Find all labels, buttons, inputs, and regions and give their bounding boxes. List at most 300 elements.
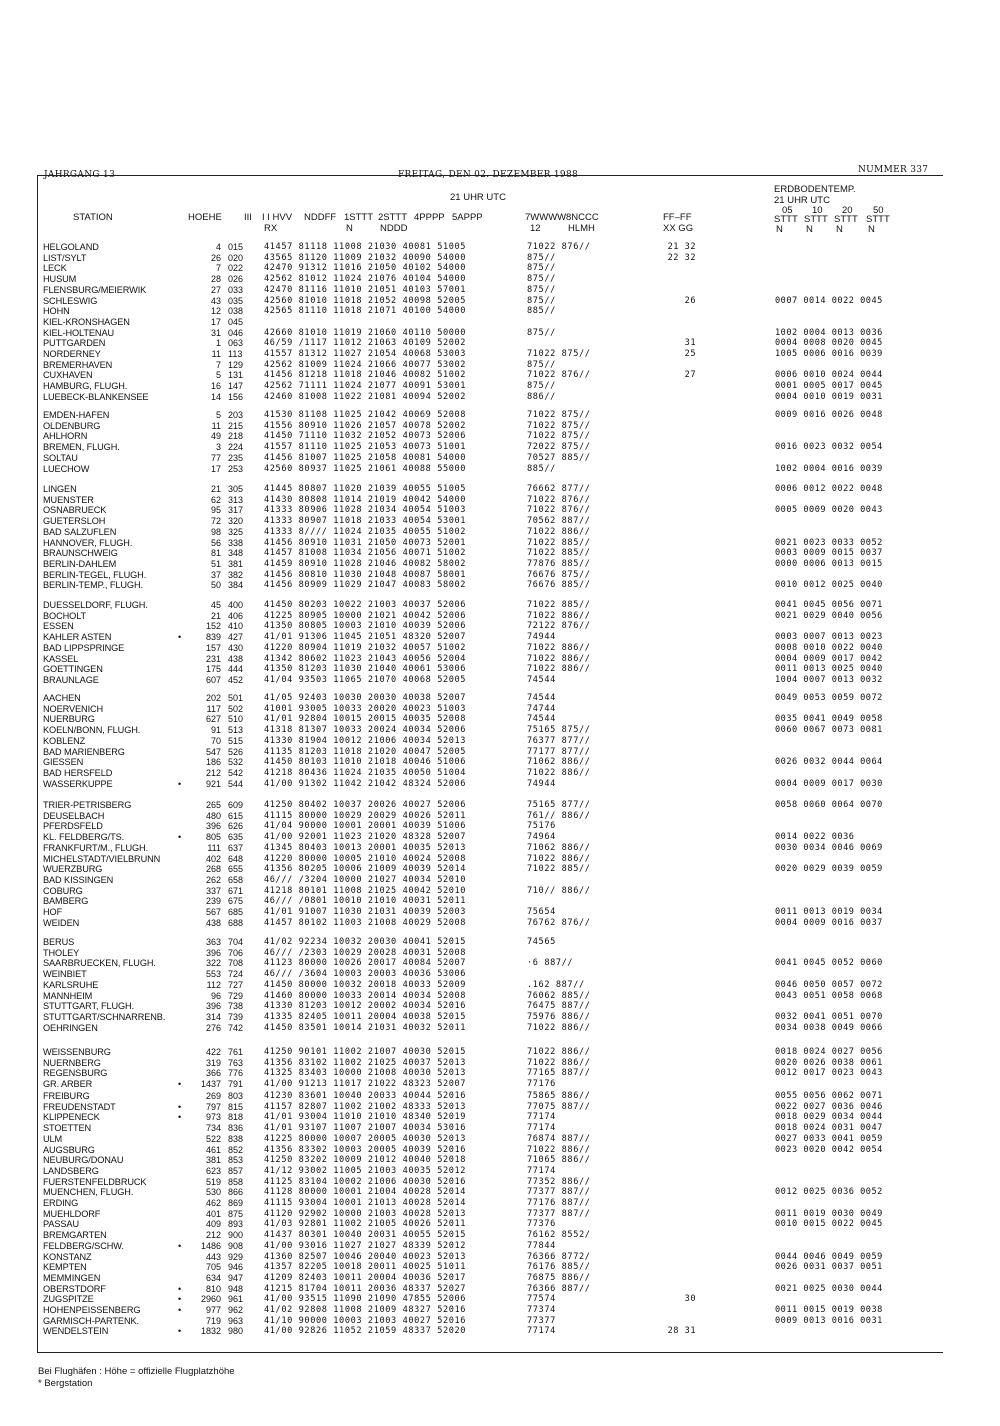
soil-temperatures: 0018 0024 0031 0047 bbox=[775, 1123, 883, 1134]
synop-groups: 42660 81010 11019 21060 40110 50000 bbox=[264, 327, 467, 338]
weather-cloud-groups: 710// 886// bbox=[527, 885, 591, 896]
station-name: MUENCHEN, FLUGH. bbox=[43, 1187, 134, 1198]
station-height: 381 bbox=[205, 1155, 221, 1166]
wind-gust-groups: 26 bbox=[684, 295, 696, 306]
soil-temperatures: 0004 0009 0017 0042 bbox=[775, 653, 883, 664]
station-name: HOHN bbox=[43, 306, 70, 317]
station-name: MUENSTER bbox=[43, 494, 94, 505]
table-row bbox=[0, 918, 1000, 929]
station-height: 17 bbox=[210, 316, 221, 327]
station-name: PASSAU bbox=[43, 1219, 79, 1230]
station-name: LIST/SYLT bbox=[43, 252, 87, 263]
synop-groups: 41123 80000 10026 20017 40084 52007 bbox=[264, 958, 467, 969]
station-name: NUERNBERG bbox=[43, 1057, 101, 1068]
station-height: 607 bbox=[205, 674, 221, 685]
station-name: KAHLER ASTEN bbox=[43, 632, 112, 643]
station-height: 1 bbox=[215, 338, 221, 349]
station-id: 671 bbox=[228, 885, 244, 896]
table-row bbox=[0, 980, 1000, 991]
table-row bbox=[0, 991, 1000, 1002]
erd-depth-50: 50 bbox=[873, 205, 884, 216]
station-name: BRAUNSCHWEIG bbox=[43, 548, 118, 559]
volume-label: JAHRGANG 13 bbox=[44, 170, 116, 180]
footnote-mountain: * Bergstation bbox=[38, 1378, 93, 1389]
station-height: 117 bbox=[206, 703, 221, 714]
soil-temperatures: 0012 0025 0036 0052 bbox=[775, 1187, 883, 1198]
station-id: 502 bbox=[228, 703, 244, 714]
weather-cloud-groups: 71022 886// bbox=[527, 1057, 591, 1068]
mountain-marker: • bbox=[178, 1112, 182, 1123]
station-height: 62 bbox=[210, 494, 221, 505]
weather-cloud-groups: 77174 bbox=[527, 1165, 556, 1176]
station-height: 231 bbox=[205, 653, 221, 664]
station-id: 866 bbox=[228, 1187, 244, 1198]
station-id: 427 bbox=[228, 632, 244, 643]
soil-temperatures: 0020 0029 0039 0059 bbox=[775, 864, 883, 875]
station-id: 038 bbox=[228, 306, 244, 317]
station-height: 262 bbox=[205, 874, 221, 885]
weather-cloud-groups: 71022 875// bbox=[527, 349, 591, 359]
station-height: 443 bbox=[205, 1251, 221, 1262]
wind-gust-groups: 27 bbox=[684, 370, 696, 381]
table-row bbox=[0, 1134, 1000, 1145]
table-row bbox=[0, 654, 1000, 665]
table-row bbox=[0, 600, 1000, 611]
station-height: 11 bbox=[211, 349, 221, 359]
station-id: 708 bbox=[228, 958, 244, 969]
weather-cloud-groups: 71022 886// bbox=[527, 1047, 591, 1057]
station-id: 761 bbox=[228, 1047, 244, 1057]
station-height: 21 bbox=[210, 610, 221, 621]
synop-groups: 41/02 92808 11008 21009 48327 52016 bbox=[264, 1305, 467, 1315]
station-height: 98 bbox=[210, 526, 221, 537]
synop-groups: 41115 80000 10029 20029 40026 52011 bbox=[264, 810, 467, 821]
station-height: 322 bbox=[205, 958, 221, 969]
soil-temperatures: 0023 0020 0042 0054 bbox=[775, 1144, 883, 1155]
soil-temperatures: 0006 0012 0022 0048 bbox=[775, 484, 883, 494]
synop-groups: 41456 81218 11018 21046 40082 51002 bbox=[264, 370, 467, 381]
station-name: KARLSRUHE bbox=[43, 979, 99, 990]
table-row bbox=[0, 1023, 1000, 1034]
station-height: 5 bbox=[215, 410, 221, 420]
erd-n-10: N bbox=[806, 224, 813, 235]
synop-groups: 41/01 92804 10015 20015 40035 52008 bbox=[264, 714, 467, 725]
weather-cloud-groups: 77377 887// bbox=[527, 1187, 591, 1198]
station-id: 317 bbox=[228, 505, 244, 516]
soil-temperatures: 0003 0007 0013 0023 bbox=[775, 632, 883, 643]
soil-temperatures: 0041 0045 0052 0060 bbox=[775, 958, 883, 969]
weather-cloud-groups: 71022 886// bbox=[527, 653, 591, 664]
ff-header: FF–FF bbox=[663, 212, 692, 223]
station-name: OEHRINGEN bbox=[43, 1022, 98, 1033]
table-row bbox=[0, 948, 1000, 959]
weather-cloud-groups: 71022 886// bbox=[527, 767, 591, 778]
station-name: BREMGARTEN bbox=[43, 1230, 107, 1241]
station-height: 37 bbox=[210, 569, 221, 580]
table-row bbox=[0, 538, 1000, 549]
station-name: BREMERHAVEN bbox=[43, 359, 113, 370]
station-id: 675 bbox=[228, 896, 244, 907]
table-row bbox=[0, 854, 1000, 865]
weather-cloud-groups: 75165 877// bbox=[527, 800, 591, 810]
station-height: 157 bbox=[205, 642, 221, 653]
synop-groups: 42562 81009 11024 21066 40077 53002 bbox=[264, 359, 467, 370]
station-height: 70 bbox=[210, 735, 221, 746]
weather-cloud-groups: 885// bbox=[527, 306, 556, 317]
station-height: 72 bbox=[210, 516, 221, 527]
station-height: 265 bbox=[205, 800, 221, 810]
g4-header: 5APPP bbox=[452, 212, 483, 223]
wind-gust-groups: 30 bbox=[684, 1294, 696, 1305]
station-id: 515 bbox=[228, 735, 244, 746]
station-name: OBERSTDORF bbox=[43, 1283, 106, 1294]
erd-sttt-20: STTT bbox=[834, 214, 858, 225]
table-row bbox=[0, 1047, 1000, 1058]
weather-cloud-groups: 76875 886// bbox=[527, 1272, 591, 1283]
station-height: 26 bbox=[210, 252, 221, 263]
g2-sub-header: NDDD bbox=[380, 223, 408, 234]
weather-cloud-groups: 71065 886// bbox=[527, 1155, 591, 1166]
station-id: 253 bbox=[228, 463, 244, 474]
station-name: COBURG bbox=[43, 885, 83, 896]
mountain-marker: • bbox=[178, 632, 182, 643]
station-name: KL. FELDBERG/TS. bbox=[43, 832, 125, 843]
weather-cloud-groups: 71022 876// bbox=[527, 370, 591, 381]
station-id: 803 bbox=[228, 1091, 244, 1101]
table-row bbox=[0, 274, 1000, 285]
wind-gust-groups: 22 32 bbox=[667, 252, 696, 263]
soil-temperatures: 0022 0027 0036 0046 bbox=[775, 1101, 883, 1112]
table-row bbox=[0, 410, 1000, 421]
soil-temperatures: 0011 0015 0019 0038 bbox=[775, 1305, 883, 1315]
station-name: STOETTEN bbox=[43, 1123, 92, 1134]
station-id: 384 bbox=[228, 580, 244, 591]
synop-groups: 41325 83403 10000 21008 40030 52013 bbox=[264, 1068, 467, 1079]
synop-groups: 46/// /3604 10003 20003 40036 53006 bbox=[264, 969, 467, 980]
soil-temperatures: 0003 0009 0015 0037 bbox=[775, 548, 883, 559]
weather-cloud-groups: 76366 8772/ bbox=[527, 1251, 591, 1262]
station-height: 719 bbox=[205, 1315, 221, 1326]
table-row bbox=[0, 464, 1000, 475]
station-height: 5 bbox=[215, 370, 221, 381]
table-row bbox=[0, 1284, 1000, 1295]
wind-gust-groups: 31 bbox=[684, 338, 696, 349]
iii-header: III bbox=[244, 212, 252, 223]
station-id: 739 bbox=[228, 1011, 244, 1022]
station-name: MEMMINGEN bbox=[43, 1272, 101, 1283]
synop-groups: 41/02 92234 10032 20030 40041 52015 bbox=[264, 937, 467, 947]
station-name: STUTTGART/SCHNARRENB. bbox=[43, 1011, 166, 1022]
synop-groups: 41357 82205 10018 20011 40025 51011 bbox=[264, 1262, 467, 1273]
synop-groups: 41/04 93503 11065 21070 40068 52005 bbox=[264, 674, 467, 685]
station-name: SAARBRUECKEN, FLUGH. bbox=[43, 958, 156, 969]
soil-temperatures: 0026 0031 0037 0051 bbox=[775, 1262, 883, 1273]
station-height: 212 bbox=[205, 1230, 221, 1241]
weather-cloud-groups: .162 887// bbox=[527, 979, 585, 990]
weather-cloud-groups: 76475 887// bbox=[527, 1001, 591, 1012]
weather-cloud-groups: 77176 bbox=[527, 1079, 556, 1090]
soil-temperatures: 0004 0009 0017 0030 bbox=[775, 778, 883, 789]
station-height: 810 bbox=[205, 1283, 221, 1294]
synop-groups: 41333 80906 11028 21034 40054 51003 bbox=[264, 505, 467, 516]
station-name: GR. ARBER bbox=[43, 1079, 93, 1090]
station-id: 655 bbox=[228, 864, 244, 875]
table-row bbox=[0, 1187, 1000, 1198]
station-id: 961 bbox=[228, 1294, 244, 1305]
station-id: 532 bbox=[228, 757, 244, 768]
soil-temperatures: 1004 0007 0013 0032 bbox=[775, 674, 883, 685]
synop-groups: 41/03 92801 11002 21005 40026 52011 bbox=[264, 1219, 467, 1230]
weather-cloud-groups: 761// 886// bbox=[527, 810, 591, 821]
weather-cloud-groups: 71022 885// bbox=[527, 537, 591, 548]
weather-cloud-groups: 76874 887// bbox=[527, 1133, 591, 1144]
weather-cloud-groups: 74565 bbox=[527, 937, 556, 947]
table-row bbox=[0, 1058, 1000, 1069]
mountain-marker: • bbox=[178, 1240, 182, 1251]
station-height: 409 bbox=[205, 1219, 221, 1230]
station-id: 838 bbox=[228, 1133, 244, 1144]
station-height: 839 bbox=[205, 632, 221, 643]
synop-groups: 41135 81203 11018 21020 40047 52005 bbox=[264, 746, 467, 757]
synop-groups: 41556 80910 11026 21057 40078 52002 bbox=[264, 420, 467, 431]
station-height: 21 bbox=[210, 484, 221, 494]
weather-cloud-groups: 76676 875// bbox=[527, 569, 591, 580]
station-id: 947 bbox=[228, 1272, 244, 1283]
soil-temperatures: 0010 0012 0025 0040 bbox=[775, 580, 883, 591]
table-row bbox=[0, 621, 1000, 632]
station-height: 977 bbox=[205, 1305, 221, 1315]
station-name: REGENSBURG bbox=[43, 1068, 108, 1079]
table-row bbox=[0, 886, 1000, 897]
weather-cloud-groups: 77174 bbox=[527, 1112, 556, 1123]
synop-groups: 41456 80910 11031 21050 40073 52001 bbox=[264, 537, 467, 548]
soil-temperatures: 0021 0023 0033 0052 bbox=[775, 537, 883, 548]
station-id: 763 bbox=[228, 1057, 244, 1068]
table-row bbox=[0, 1177, 1000, 1188]
weather-cloud-groups: 875// bbox=[527, 274, 556, 285]
station-height: 239 bbox=[205, 896, 221, 907]
mountain-marker: • bbox=[178, 1283, 182, 1294]
station-height: 705 bbox=[205, 1262, 221, 1273]
soil-temperatures: 0021 0029 0040 0056 bbox=[775, 610, 883, 621]
station-name: BAD SALZUFLEN bbox=[43, 526, 117, 537]
weather-cloud-groups: 76162 8552/ bbox=[527, 1230, 591, 1241]
soil-temperatures: 0004 0009 0016 0037 bbox=[775, 917, 883, 928]
weather-cloud-groups: 77377 887// bbox=[527, 1208, 591, 1219]
station-name: GUETERSLOH bbox=[43, 516, 106, 527]
station-name: NORDERNEY bbox=[43, 349, 101, 359]
station-id: 444 bbox=[228, 664, 244, 675]
synop-groups: 42562 81012 11024 21076 40104 54000 bbox=[264, 274, 467, 285]
synop-groups: 41456 81007 11025 21058 40081 54000 bbox=[264, 452, 467, 463]
table-row bbox=[0, 1079, 1000, 1090]
synop-groups: 41356 80205 10006 21009 40039 52014 bbox=[264, 864, 467, 875]
weather-cloud-groups: 75865 886// bbox=[527, 1091, 591, 1101]
weather-cloud-groups: 72022 875// bbox=[527, 442, 591, 453]
station-id: 900 bbox=[228, 1230, 244, 1241]
table-row bbox=[0, 484, 1000, 495]
table-row bbox=[0, 360, 1000, 371]
mountain-marker: • bbox=[178, 1294, 182, 1305]
table-row bbox=[0, 832, 1000, 843]
soil-temperatures: 0035 0041 0049 0058 bbox=[775, 714, 883, 725]
mountain-marker: • bbox=[178, 778, 182, 789]
weather-cloud-groups: 76377 877// bbox=[527, 735, 591, 746]
station-height: 17 bbox=[210, 463, 221, 474]
station-id: 452 bbox=[228, 674, 244, 685]
weather-cloud-groups: 71022 886// bbox=[527, 642, 591, 653]
station-id: 325 bbox=[228, 526, 244, 537]
table-row bbox=[0, 611, 1000, 622]
synop-groups: 43565 81120 11009 21032 40090 54000 bbox=[264, 252, 467, 263]
weather-cloud-groups: 76662 877// bbox=[527, 484, 591, 494]
station-height: 363 bbox=[205, 937, 221, 947]
weather-cloud-groups: 71022 885// bbox=[527, 864, 591, 875]
soil-temperatures: 1002 0004 0013 0036 bbox=[775, 327, 883, 338]
weather-cloud-groups: 71022 885// bbox=[527, 600, 591, 610]
station-height: 95 bbox=[210, 505, 221, 516]
weather-cloud-groups: 70562 887// bbox=[527, 516, 591, 527]
synop-groups: 41/05 92403 10030 20030 40038 52007 bbox=[264, 693, 467, 703]
station-id: 033 bbox=[228, 284, 244, 295]
station-id: 513 bbox=[228, 725, 244, 736]
station-name: WASSERKUPPE bbox=[43, 778, 113, 789]
table-row bbox=[0, 1262, 1000, 1273]
soil-temperatures: 0058 0060 0064 0070 bbox=[775, 800, 883, 810]
station-height: 276 bbox=[205, 1022, 221, 1033]
soil-temperatures: 0060 0067 0073 0081 bbox=[775, 725, 883, 736]
weather-cloud-groups: 77075 887// bbox=[527, 1101, 591, 1112]
weather-cloud-groups: 72122 876// bbox=[527, 621, 591, 632]
mountain-marker: • bbox=[178, 1305, 182, 1315]
station-id: 022 bbox=[228, 263, 244, 274]
station-height: 11 bbox=[211, 420, 221, 431]
table-row bbox=[0, 338, 1000, 349]
erd-n-20: N bbox=[836, 224, 843, 235]
synop-groups: 41557 81110 11025 21053 40073 51001 bbox=[264, 442, 467, 453]
weather-cloud-groups: 71022 886// bbox=[527, 853, 591, 864]
station-id: 704 bbox=[228, 937, 244, 947]
synop-groups: 41335 82405 10011 20004 40038 52015 bbox=[264, 1011, 467, 1022]
weather-cloud-groups: 74944 bbox=[527, 778, 556, 789]
table-row bbox=[0, 1155, 1000, 1166]
table-row bbox=[0, 1091, 1000, 1102]
synop-groups: 41350 80805 10003 21010 40039 52006 bbox=[264, 621, 467, 632]
station-name: ERDING bbox=[43, 1198, 79, 1208]
erd-depth-20: 20 bbox=[842, 205, 853, 216]
soil-temperatures: 0030 0034 0046 0069 bbox=[775, 842, 883, 853]
station-height: 16 bbox=[210, 381, 221, 392]
synop-groups: 41/01 91306 11045 21051 48320 52007 bbox=[264, 632, 467, 643]
soil-temperatures: 0005 0009 0020 0043 bbox=[775, 505, 883, 516]
station-name: BAD MARIENBERG bbox=[43, 746, 125, 757]
station-id: 046 bbox=[228, 327, 244, 338]
weather-cloud-groups: 71022 886// bbox=[527, 610, 591, 621]
synop-groups: 41437 80301 10040 20031 40055 52015 bbox=[264, 1230, 467, 1241]
station-id: 853 bbox=[228, 1155, 244, 1166]
station-height: 28 bbox=[210, 274, 221, 285]
table-row bbox=[0, 1198, 1000, 1209]
table-row bbox=[0, 757, 1000, 768]
station-id: 406 bbox=[228, 610, 244, 621]
table-row bbox=[0, 664, 1000, 675]
station-height: 3 bbox=[215, 442, 221, 453]
station-name: HANNOVER, FLUGH. bbox=[43, 537, 133, 548]
weather-cloud-groups: 71022 886// bbox=[527, 664, 591, 675]
station-name: WEISSENBURG bbox=[43, 1047, 111, 1057]
mountain-marker: • bbox=[178, 832, 182, 843]
station-id: 510 bbox=[228, 714, 244, 725]
synop-groups: 41250 90101 11002 21007 40030 52015 bbox=[264, 1047, 467, 1057]
station-name: FRANKFURT/M., FLUGH. bbox=[43, 842, 149, 853]
station-height: 366 bbox=[205, 1068, 221, 1079]
table-row bbox=[0, 1145, 1000, 1156]
synop-groups: 41450 80000 10032 20018 40033 52009 bbox=[264, 979, 467, 990]
station-height: 547 bbox=[205, 746, 221, 757]
station-height: 14 bbox=[210, 391, 221, 402]
station-name: FELDBERG/SCHW. bbox=[43, 1240, 124, 1251]
synop-groups: 41/00 93016 11027 21027 48339 52012 bbox=[264, 1240, 467, 1251]
weather-cloud-groups: 74544 bbox=[527, 674, 556, 685]
synop-groups: 41115 93004 10001 21013 40028 52014 bbox=[264, 1198, 467, 1208]
station-name: KIEL-KRONSHAGEN bbox=[43, 316, 130, 327]
station-height: 462 bbox=[205, 1198, 221, 1208]
station-name: THOLEY bbox=[43, 947, 80, 958]
synop-groups: 41/00 92826 11052 21059 48337 52020 bbox=[264, 1326, 467, 1337]
table-row bbox=[0, 431, 1000, 442]
table-row bbox=[0, 1252, 1000, 1263]
station-name: SCHLESWIG bbox=[43, 295, 98, 306]
weather-cloud-groups: 71022 886// bbox=[527, 1022, 591, 1033]
wind-gust-groups: 28 31 bbox=[667, 1326, 696, 1337]
synop-groups: 41456 80909 11029 21047 40083 58002 bbox=[264, 580, 467, 591]
soil-temperatures: 0008 0010 0022 0040 bbox=[775, 642, 883, 653]
synop-groups: 41456 80810 11030 21048 40087 58001 bbox=[264, 569, 467, 580]
erd-depth-05: 05 bbox=[782, 205, 793, 216]
weather-cloud-groups: 71022 876// bbox=[527, 494, 591, 505]
station-id: 963 bbox=[228, 1315, 244, 1326]
station-id: 438 bbox=[228, 653, 244, 664]
table-row bbox=[0, 768, 1000, 779]
synop-groups: 42460 81008 11022 21081 40094 52002 bbox=[264, 391, 467, 402]
station-name: OLDENBURG bbox=[43, 420, 101, 431]
station-id: 776 bbox=[228, 1068, 244, 1079]
soil-temperatures: 0044 0046 0049 0059 bbox=[775, 1251, 883, 1262]
station-name: ESSEN bbox=[43, 621, 74, 632]
weather-cloud-groups: 77377 bbox=[527, 1315, 556, 1326]
weather-cloud-groups: 77352 886// bbox=[527, 1176, 591, 1187]
synop-groups: 41457 81008 11034 21056 40071 51002 bbox=[264, 548, 467, 559]
synop-groups: 41457 81118 11008 21030 40081 51005 bbox=[264, 242, 467, 252]
weather-cloud-groups: 71062 886// bbox=[527, 842, 591, 853]
table-row bbox=[0, 453, 1000, 464]
station-name: HOHENPEISSENBERG bbox=[43, 1305, 141, 1315]
station-id: 980 bbox=[228, 1326, 244, 1337]
table-row bbox=[0, 242, 1000, 253]
station-id: 113 bbox=[228, 349, 243, 359]
table-row bbox=[0, 864, 1000, 875]
station-name: WENDELSTEIN bbox=[43, 1326, 109, 1337]
station-id: 313 bbox=[228, 494, 244, 505]
station-height: 337 bbox=[205, 885, 221, 896]
table-row bbox=[0, 1102, 1000, 1113]
ww-sub-header: 12 bbox=[530, 223, 541, 234]
station-height: 45 bbox=[210, 600, 221, 610]
table-row bbox=[0, 1219, 1000, 1230]
station-height: 152 bbox=[205, 621, 221, 632]
wind-gust-groups: 25 bbox=[684, 349, 696, 359]
station-name: FLENSBURG/MEIERWIK bbox=[43, 284, 147, 295]
